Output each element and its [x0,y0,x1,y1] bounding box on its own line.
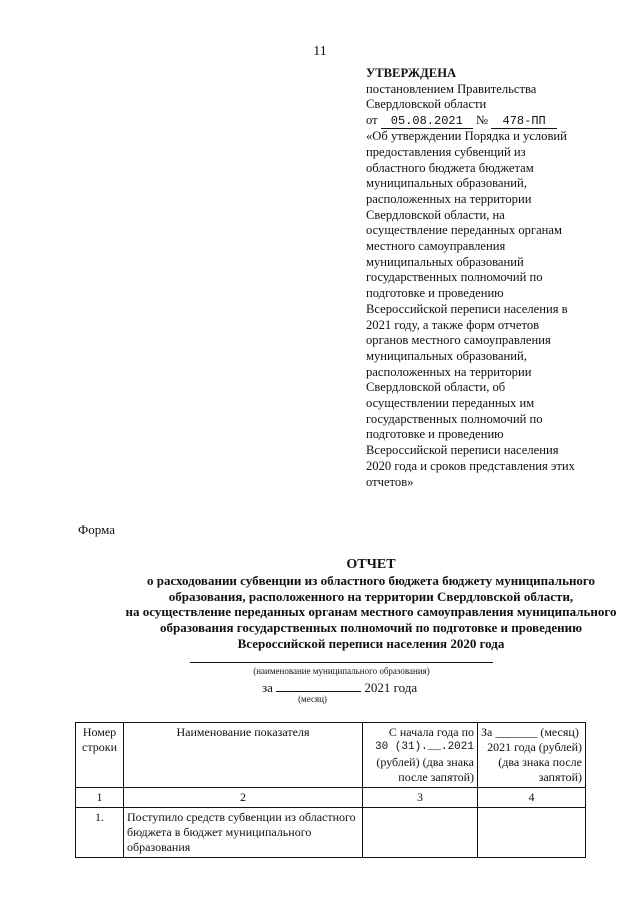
report-subtitle-line: о расходовании субвенции из областного бюджета бюджету муниципального [146,572,596,588]
period-prefix: за [262,680,273,695]
period-line [262,679,417,696]
header-text: (рублей) (два знака [376,755,474,769]
header-text: после запятой) [398,770,474,784]
row-number: 1. [76,808,124,858]
report-table [75,722,586,858]
header-text: запятой) [538,770,582,784]
approval-title-line: подготовке и проведению [366,427,504,442]
approval-title-line: Всероссийской переписи населения [366,443,559,458]
column-number: 3 [363,788,478,808]
column-number: 2 [124,788,363,808]
approval-title-line: государственных полномочий по [366,270,543,285]
approval-title-line: осуществление переданных органам [366,223,562,238]
report-title-block [60,557,640,652]
row-indicator-name [124,808,363,858]
approval-title-line: муниципальных образований, [366,176,527,191]
number-label: № [475,113,488,128]
approval-title-line: 2020 года и сроков представления этих [366,458,575,473]
approval-title-line: Свердловской области, на [366,207,505,222]
approval-date: 05.08.2021 [381,115,473,129]
row-value-month[interactable] [478,808,586,858]
approval-title-line: муниципальных образований [366,254,524,269]
month-caption: (месяц) [298,694,327,704]
approval-title-line: Всероссийской переписи населения в [366,301,568,316]
approval-title-line: 2021 году, а также форм отчетов [366,317,540,332]
from-label: от [366,113,378,128]
column-numbering-row [76,788,586,808]
header-indicator-name [124,723,363,788]
report-subtitle-line: образования государственных полномочий по подготовке и проведению [159,620,583,636]
header-row-number [76,723,124,788]
approval-title-line: расположенных на территории [366,364,532,379]
header-since-year-start [363,723,478,788]
approval-heading: УТВЕРЖДЕНА [366,66,457,80]
report-title: ОТЧЕТ [346,557,396,572]
municipality-name-line[interactable] [190,662,493,663]
column-number: 1 [76,788,124,808]
approval-stamp-block [366,66,616,490]
approval-title-line: предоставления субвенций из [366,144,526,159]
row-value-since-start[interactable] [363,808,478,858]
month-blank-field[interactable] [276,679,361,692]
report-subtitle-line: Всероссийской переписи населения 2020 года [237,635,505,651]
table-header-row [76,723,586,788]
header-text: строки [82,740,117,754]
header-text: Номер [82,725,117,739]
approval-title-line: «Об утверждении Порядка и условий [366,129,567,144]
approval-line-1: постановлением Правительства [366,81,537,96]
approval-title-line: расположенных на территории [366,191,532,206]
approval-title-line: местного самоуправления [366,239,506,254]
approval-title-line: осуществлении переданных им [366,396,535,411]
report-subtitle-line: образования, расположенного на территории Свердловской области, [168,588,574,604]
approval-title-line: государственных полномочий по [366,411,543,426]
header-text: 2021 года (рублей) [487,740,582,754]
table-row [76,808,586,858]
approval-title-line: муниципальных образований, [366,348,527,363]
header-text: С начала года по [388,725,474,739]
row-text: Поступило средств субвенции из областного [127,810,356,824]
header-text: Наименование показателя [176,725,310,739]
report-subtitle-line: на осуществление переданных органам местного самоуправления муниципального [125,604,617,620]
form-label: Форма [78,522,115,537]
header-text: 30 (31).__.2021 [374,741,474,753]
approval-title-line: областного бюджета бюджетам [366,160,534,175]
column-number: 4 [478,788,586,808]
approval-title-line: отчетов» [366,474,414,489]
page-number: 11 [313,44,327,59]
approval-line-2: Свердловской области [366,97,487,112]
approval-date-line [366,113,616,129]
row-text: образования [127,840,191,854]
header-text: За _______ (месяц) [481,725,579,739]
header-text: (два знака после [498,755,582,769]
municipality-caption: (наименование муниципального образования) [253,666,430,676]
approval-title-line: Свердловской области, об [366,380,506,395]
period-suffix: 2021 года [364,680,418,695]
approval-title-line: подготовке и проведению [366,286,504,301]
approval-title-line: органов местного самоуправления [366,333,551,348]
approval-number: 478-ПП [491,115,557,129]
header-for-month [478,723,586,788]
row-text: бюджета в бюджет муниципального [127,825,312,839]
